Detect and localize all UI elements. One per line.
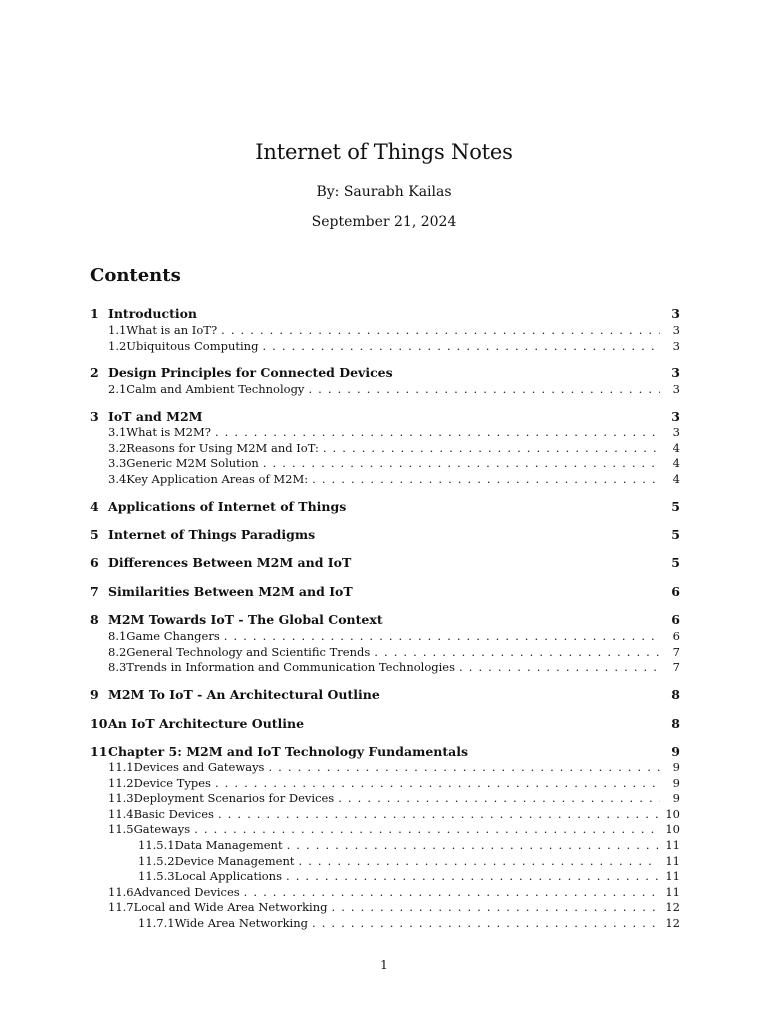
toc-entry-number: 8.3: [108, 660, 127, 674]
toc-section[interactable]: [90, 366, 680, 380]
toc-entry-page: 11: [665, 869, 680, 883]
toc-dot-leader: [312, 916, 659, 930]
toc-entry-title: Game Changers: [126, 629, 220, 643]
toc-entry-page: 6: [671, 612, 680, 627]
document-date: September 21, 2024: [311, 214, 457, 230]
document-title: Internet of Things Notes: [255, 140, 513, 164]
toc-entry-number: 8.1: [108, 629, 127, 643]
toc-entry-number: 11.5.1: [138, 838, 175, 852]
toc-entry-number: 3: [90, 409, 99, 424]
toc-dot-leader: [308, 382, 660, 396]
toc-entry-page: 5: [671, 527, 680, 542]
toc-entry-page: 4: [672, 456, 680, 470]
toc-entry-number: 11.7: [108, 900, 134, 914]
toc-dot-leader: [218, 807, 659, 821]
toc-entry-page: 3: [672, 425, 680, 439]
toc-dot-leader: [312, 472, 660, 486]
toc-entry-title: Devices and Gateways: [133, 760, 265, 774]
toc-entry-number: 11.5.3: [138, 869, 175, 883]
toc-entry-title: Advanced Devices: [133, 885, 240, 899]
toc-entry-number: 10: [90, 716, 108, 731]
toc-entry-page: 6: [672, 629, 680, 643]
toc-entry-number: 5: [90, 527, 99, 542]
toc-entry-title: Calm and Ambient Technology: [126, 382, 305, 396]
toc-section[interactable]: [90, 500, 680, 514]
toc-entry-number: 6: [90, 555, 99, 570]
toc-entry-title: Reasons for Using M2M and IoT:: [126, 441, 319, 455]
toc-entry-page: 11: [665, 838, 680, 852]
toc-entry-page: 10: [665, 807, 680, 821]
toc-entry-title: Internet of Things Paradigms: [108, 527, 316, 542]
toc-section[interactable]: [90, 528, 680, 542]
toc-dot-leader: [263, 456, 660, 470]
toc-entry-title: What is an IoT?: [126, 323, 218, 337]
toc-subsection[interactable]: [90, 916, 680, 930]
toc-dot-leader: [221, 323, 660, 337]
toc-dot-leader: [323, 441, 660, 455]
toc-dot-leader: [287, 838, 660, 852]
toc-entry-title: Similarities Between M2M and IoT: [108, 584, 353, 599]
toc-dot-leader: [224, 629, 660, 643]
toc-subsection[interactable]: [90, 807, 680, 821]
toc-entry-page: 7: [672, 645, 680, 659]
toc-subsection[interactable]: [90, 791, 680, 805]
toc-entry-page: 3: [671, 365, 680, 380]
toc-subsection[interactable]: [90, 760, 680, 774]
toc-entry-page: 9: [671, 744, 680, 759]
toc-entry-page: 7: [672, 660, 680, 674]
toc-entry-page: 12: [665, 900, 680, 914]
toc-entry-page: 5: [671, 555, 680, 570]
toc-entry-title: Applications of Internet of Things: [108, 499, 347, 514]
toc-subsection[interactable]: [90, 869, 680, 883]
toc-entry-page: 3: [671, 306, 680, 321]
toc-section[interactable]: [90, 410, 680, 424]
toc-entry-page: 11: [665, 854, 680, 868]
toc-entry-number: 11.4: [108, 807, 134, 821]
toc-entry-title: Introduction: [108, 306, 198, 321]
toc-entry-title: Device Types: [133, 776, 211, 790]
toc-dot-leader: [459, 660, 660, 674]
toc-entry-page: 4: [672, 441, 680, 455]
toc-subsection[interactable]: [90, 645, 680, 659]
toc-subsection[interactable]: [90, 776, 680, 790]
toc-entry-page: 6: [671, 584, 680, 599]
toc-entry-number: 1.1: [108, 323, 127, 337]
toc-section[interactable]: [90, 745, 680, 759]
toc-subsection[interactable]: [90, 425, 680, 439]
toc-entry-page: 8: [671, 687, 680, 702]
toc-entry-number: 11.5.2: [138, 854, 175, 868]
toc-entry-number: 11.6: [108, 885, 134, 899]
page-number: 1: [380, 958, 388, 972]
toc-dot-leader: [332, 900, 660, 914]
toc-section[interactable]: [90, 585, 680, 599]
toc-subsection[interactable]: [90, 323, 680, 337]
toc-entry-title: Ubiquitous Computing: [126, 339, 259, 353]
toc-entry-title: Design Principles for Connected Devices: [108, 365, 393, 380]
toc-entry-number: 1.2: [108, 339, 127, 353]
toc-entry-number: 2.1: [108, 382, 127, 396]
toc-entry-number: 11: [90, 744, 108, 759]
toc-entry-title: Chapter 5: M2M and IoT Technology Fundamentals: [108, 744, 469, 759]
toc-entry-page: 4: [672, 472, 680, 486]
toc-dot-leader: [298, 854, 659, 868]
document-author: By: Saurabh Kailas: [316, 184, 452, 200]
toc-entry-title: Differences Between M2M and IoT: [108, 555, 352, 570]
toc-entry-title: Wide Area Networking: [174, 916, 308, 930]
toc-dot-leader: [286, 869, 659, 883]
toc-entry-number: 8.2: [108, 645, 127, 659]
toc-entry-number: 11.2: [108, 776, 134, 790]
toc-entry-number: 4: [90, 499, 99, 514]
toc-entry-page: 3: [672, 382, 680, 396]
toc-dot-leader: [215, 776, 660, 790]
toc-entry-title: Generic M2M Solution: [126, 456, 259, 470]
toc-entry-number: 2: [90, 365, 99, 380]
toc-section[interactable]: [90, 717, 680, 731]
toc-entry-page: 3: [672, 339, 680, 353]
toc-entry-number: 11.7.1: [138, 916, 175, 930]
toc-dot-leader: [244, 885, 660, 899]
toc-subsection[interactable]: [90, 339, 680, 353]
toc-entry-title: Local Applications: [174, 869, 282, 883]
toc-entry-title: Local and Wide Area Networking: [133, 900, 328, 914]
toc-entry-number: 11.5: [108, 822, 134, 836]
contents-heading: Contents: [90, 265, 181, 286]
toc-entry-number: 7: [90, 584, 99, 599]
toc-entry-page: 8: [671, 716, 680, 731]
toc-subsection[interactable]: [90, 660, 680, 674]
toc-entry-title: Device Management: [174, 854, 295, 868]
toc-entry-title: General Technology and Scientific Trends: [126, 645, 371, 659]
toc-entry-page: 11: [665, 885, 680, 899]
toc-subsection[interactable]: [90, 456, 680, 470]
toc-subsection[interactable]: [90, 472, 680, 486]
toc-subsection[interactable]: [90, 382, 680, 396]
toc-entry-number: 3.4: [108, 472, 127, 486]
toc-subsection[interactable]: [90, 838, 680, 852]
toc-entry-page: 9: [672, 760, 680, 774]
toc-dot-leader: [215, 425, 660, 439]
toc-entry-page: 3: [672, 323, 680, 337]
toc-entry-page: 12: [665, 916, 680, 930]
toc-entry-number: 3.1: [108, 425, 127, 439]
toc-subsection[interactable]: [90, 629, 680, 643]
toc-entry-title: IoT and M2M: [108, 409, 203, 424]
toc-entry-title: Trends in Information and Communication Technologies: [126, 660, 456, 674]
toc-entry-page: 3: [671, 409, 680, 424]
toc-entry-page: 10: [665, 822, 680, 836]
toc-section[interactable]: [90, 613, 680, 627]
toc-entry-number: 1: [90, 306, 99, 321]
toc-subsection[interactable]: [90, 441, 680, 455]
toc-section[interactable]: [90, 556, 680, 570]
toc-dot-leader: [338, 791, 660, 805]
toc-entry-number: 3.3: [108, 456, 127, 470]
toc-entry-number: 11.3: [108, 791, 134, 805]
toc-entry-title: Key Application Areas of M2M:: [126, 472, 309, 486]
toc-entry-title: Deployment Scenarios for Devices: [133, 791, 335, 805]
toc-entry-title: Data Management: [174, 838, 283, 852]
toc-entry-title: An IoT Architecture Outline: [108, 716, 305, 731]
toc-entry-title: What is M2M?: [126, 425, 211, 439]
toc-entry-page: 9: [672, 791, 680, 805]
toc-dot-leader: [374, 645, 660, 659]
toc-subsection[interactable]: [90, 885, 680, 899]
toc-entry-title: Basic Devices: [133, 807, 214, 821]
toc-entry-number: 9: [90, 687, 99, 702]
toc-entry-number: 8: [90, 612, 99, 627]
toc-dot-leader: [194, 822, 659, 836]
toc-subsection[interactable]: [90, 900, 680, 914]
toc-dot-leader: [262, 339, 660, 353]
toc-subsection[interactable]: [90, 822, 680, 836]
toc-dot-leader: [268, 760, 660, 774]
toc-subsection[interactable]: [90, 854, 680, 868]
toc-section[interactable]: [90, 688, 680, 702]
toc-entry-page: 5: [671, 499, 680, 514]
toc-section[interactable]: [90, 307, 680, 321]
toc-entry-title: Gateways: [133, 822, 191, 836]
toc-entry-title: M2M To IoT - An Architectural Outline: [108, 687, 380, 702]
toc-entry-number: 11.1: [108, 760, 134, 774]
toc-entry-number: 3.2: [108, 441, 127, 455]
toc-entry-page: 9: [672, 776, 680, 790]
toc-entry-title: M2M Towards IoT - The Global Context: [108, 612, 383, 627]
